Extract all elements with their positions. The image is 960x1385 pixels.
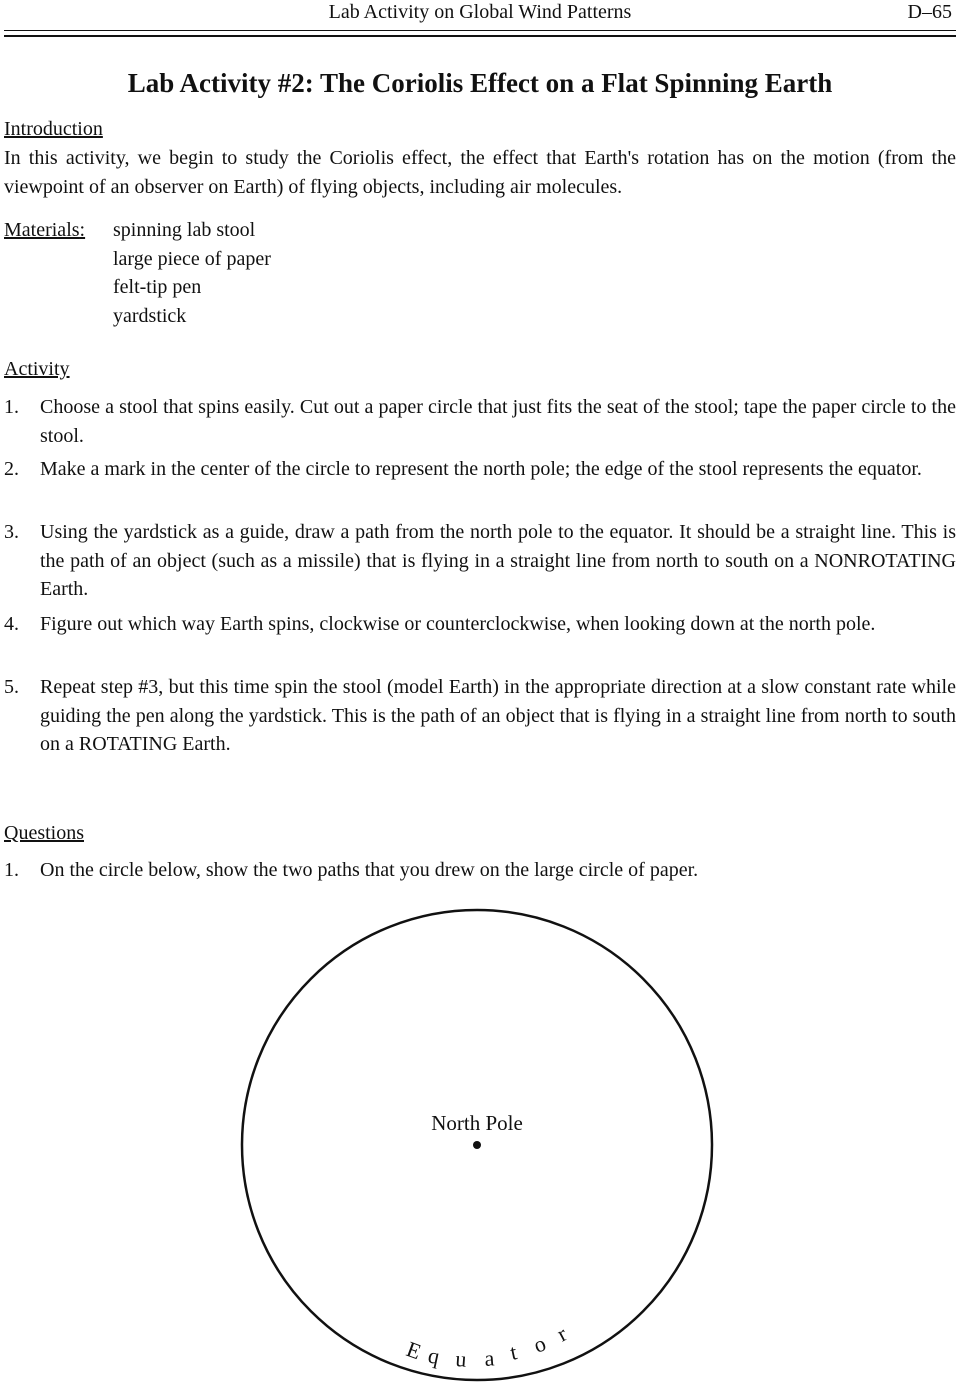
introduction-text: In this activity, we begin to study the Coriolis effect, the effect that Earth's rotation has on the motion (from the viewpoint of an observer on Earth) of flying objects, including air molecules. (4, 147, 956, 198)
materials-item: spinning lab stool (113, 219, 256, 241)
materials-label-text: Materials (4, 219, 80, 241)
equator-letter: q (425, 1342, 442, 1370)
step-number: 4. (4, 613, 19, 635)
equator-letter: r (552, 1320, 571, 1347)
equator-letter: o (530, 1330, 550, 1358)
equator-letter: t (507, 1339, 520, 1365)
materials-item: large piece of paper (113, 247, 271, 270)
step-text: Repeat step #3, but this time spin the stool (model Earth) in the appropriate direction at a slow constant rate while guiding the pen along the yardstick. This is the path of an object that is flying in a straight line from north to south on a ROTATING Earth. (40, 676, 956, 755)
activity-heading: Activity (4, 358, 70, 380)
step-number: 5. (4, 676, 19, 698)
step-number: 1. (4, 396, 19, 418)
step-text: Choose a stool that spins easily. Cut out a paper circle that just fits the seat of the stool; tape the paper circle to the stool. (40, 396, 956, 447)
activity-step-1 (4, 393, 956, 450)
question-text: On the circle below, show the two paths that you drew on the large circle of paper. (40, 859, 699, 881)
earth-circle-diagram (230, 895, 730, 1385)
activity-step-3 (4, 518, 956, 604)
equator-letter: u (454, 1346, 468, 1372)
step-text: Using the yardstick as a guide, draw a path from the north pole to the equator. It should be a straight line. This is the path of an object (such as a missile) that is flying in a straight line from north to south on a NONROTATING Earth. (40, 521, 956, 600)
step-number: 2. (4, 458, 19, 480)
question-1 (4, 856, 956, 885)
activity-step-5 (4, 673, 956, 759)
step-text: Figure out which way Earth spins, clockwise or counterclockwise, when looking down at the north pole. (40, 613, 876, 635)
header-rule (4, 30, 956, 31)
north-pole-label: North Pole (431, 1111, 523, 1135)
equator-label (403, 1321, 571, 1372)
materials-item: yardstick (113, 304, 187, 327)
activity-step-4 (4, 610, 956, 639)
activity-step-2 (4, 455, 956, 484)
running-header (0, 0, 960, 36)
materials-label: Materials: (4, 219, 86, 241)
header-rule-thick (4, 35, 956, 37)
page-number: D–65 (907, 1, 952, 23)
introduction-heading: Introduction (4, 118, 103, 140)
equator-letter: a (483, 1345, 496, 1371)
north-pole-dot (473, 1141, 481, 1149)
questions-heading: Questions (4, 822, 84, 844)
step-number: 3. (4, 521, 19, 543)
equator-letter: E (403, 1336, 425, 1365)
page-title: Lab Activity #2: The Coriolis Effect on a Flat Spinning Earth (127, 68, 833, 98)
question-number: 1. (4, 859, 19, 881)
step-text: Make a mark in the center of the circle to represent the north pole; the edge of the stool represents the equator. (40, 458, 922, 480)
header-title: Lab Activity on Global Wind Patterns (328, 1, 632, 23)
materials-list (113, 216, 271, 330)
materials-item: felt-tip pen (113, 276, 202, 298)
